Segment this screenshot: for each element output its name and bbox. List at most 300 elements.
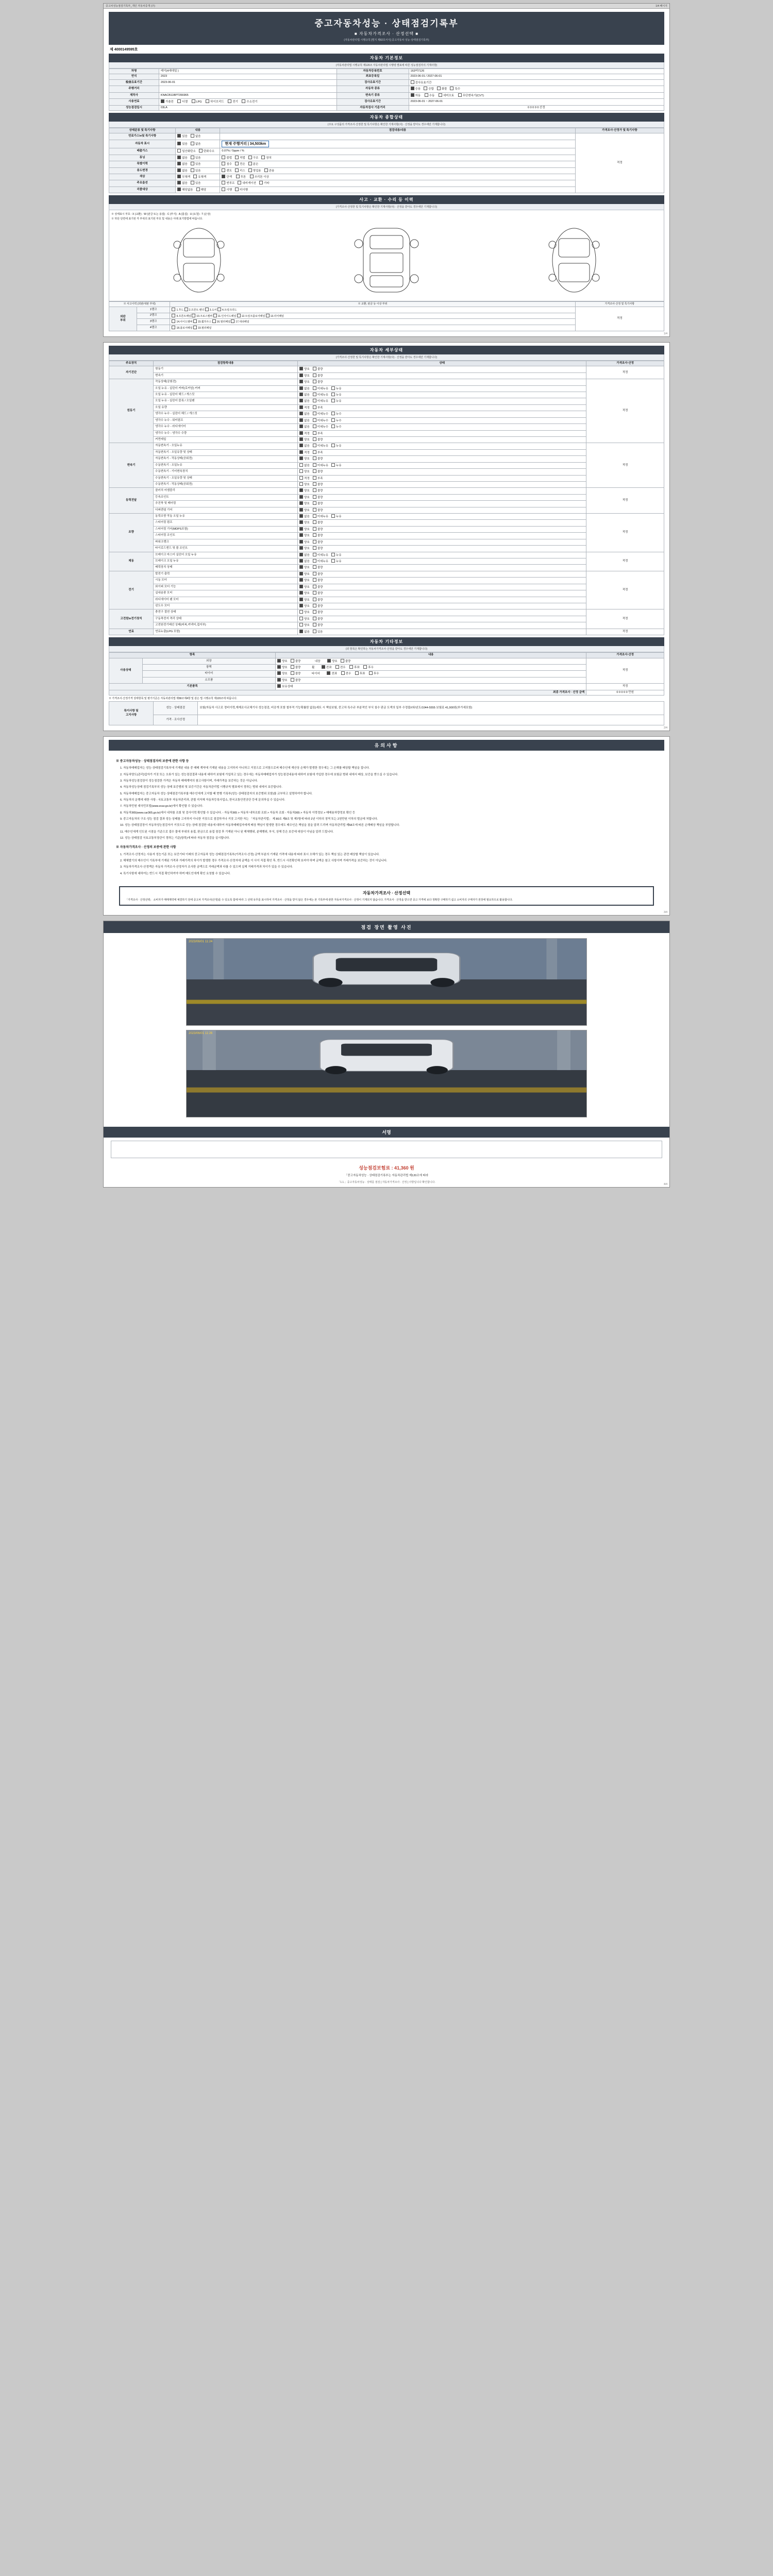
detail-item: 등속조인트 [154,494,298,500]
rank-item[interactable]: 4.트렁크리드 [217,309,237,312]
accident-diagram-box [109,210,664,301]
col-header: 상태 [298,361,586,366]
inspection-period-cell: 검사유효기간 [409,79,664,86]
detail-item: 브레이크 마스터 실린더 오일 누유 [154,552,298,558]
photo-1-content [187,939,586,1025]
overall-row-cat: 주요옵션 [109,180,176,187]
doc-subtitle: ■ 자동차가격조사 · 산정선택 ■ [354,31,419,36]
detail-opts: 없음 미세누유 누유 [298,462,586,468]
etc-table [109,652,664,696]
basic-items-label: 기본품목 [109,684,276,690]
etc-right-value: 적정 [586,658,664,684]
row-value-2: 0 0 0 0 0 산정 [409,105,664,110]
detail-opts: 양호 불량 [298,481,586,487]
overall-row-cat: 용도변경 [109,167,176,174]
detail-opts: 없음 미세누수 누수 [298,424,586,430]
detail-item: 오일 누유 - 실린더 헤드 / 개스킷 [154,392,298,398]
car-top-diagram [335,224,438,296]
detail-item: 파워크랭크 [154,539,298,545]
overall-row-opts: 무채색 유채색 [176,174,220,180]
overall-right-note: 적정 [575,133,664,193]
detail-opts: 없음 미세누수 누수 [298,417,586,423]
window-left-tag: 중고차성능점검기록부_개인 자동차중개 (주) [106,5,155,8]
section-basic-bar: 자동차 기본정보 [109,54,664,62]
row-label: 차명 [109,69,159,74]
detail-opts: 없음 미세누유 누유 [298,385,586,392]
detail-item: 오일 누유 - 실린더 커버(로커암) 커버 [154,385,298,392]
detail-right: 적정 [586,488,664,514]
remarks-table [109,701,664,725]
accident-group-label: 외판 부위 [109,307,137,331]
declaration-body: 「가격조사 · 산정선택」 소비자가 매매계약에 체결하기 전에 중고차 가격조사(산정)를 수 있도록 함에 따라 그 선택 유무를 표시하여 가격조사 · 산정을 받지 않은 경우에는 본 기록부에 관한 자동차가격조사 · 산정이 기재되지 않습니다. 가격조사 · 산정을 받으면 중고 가격에 보다 정확한 구매하기 쉽고 소비자의 구매자가 권장에 필요하므로 활용합니다. [125,898,513,902]
detail-opts: 없음 미세누유 누유 [298,443,586,449]
overall-row-cat: 리콜대상 [109,187,176,193]
notice-item: 12. 성능·상태점검 국토교통부장관이 정하는 기준(항목)에 따라 자동차 점검을 실시합니다. [120,837,230,840]
row-value: 03LA [159,105,337,110]
detail-item: 발전기 출력 [154,571,298,577]
notice-item: 8. 자동차365(www.car365.go.kr)에서 내차를 조회 및 검사이력 확인할 수 있습니다. - 자동차365 > 자동차 내차조회 조회 > 자동차 조회 - 자동차365 > 자동차 이력정보 > 매매용차량정보 확인 등 [120,811,356,815]
col-header: 내용 [176,128,220,133]
detail-item: 냉각수 누수 - 냉각수 수량 [154,430,298,436]
notice-item-2: 1. 가격조사·산정자는 사용자 성능기준 또는 보증기타 이래의 중고자동차 성능·상태점검기록부(가격조사·산정) 금액 부분의 기재된 가격에 내용에 따라 표시 오해가 있는 경우 책임 있는 관련 배상할 책임이 있습니다. [120,853,380,856]
photo-section-head: 점검 장면 촬영 사진 [104,921,669,933]
basic-items-opts [276,684,586,690]
detail-opts: 양호 불량 [298,488,586,494]
sheet-corner-tag: 1/4 [664,332,667,335]
row-value-2: 2023-06-01 / 2027-06-01 [409,74,664,79]
detail-right: 적정 [586,552,664,571]
price-label: 최종 가격조사 · 산정 금액 [109,690,586,695]
rank-item[interactable]: 16.필러패널 [212,320,230,324]
doc-header [109,12,664,45]
detail-right: 적정 [586,366,664,379]
detail-opts: 없음 미세누유 누유 [298,558,586,565]
rank-label: 3랭크 [137,319,170,325]
detail-item: 클러치 어셈블리 [154,488,298,494]
fee-line: 성능점검보험료 : 41,360 원 [359,1165,414,1171]
detail-right: 적정 [586,571,664,609]
rank-label: 1랭크 [137,307,170,313]
overall-row-opts: 해당없음 해당 [176,187,220,193]
detail-item: 타이로드엔드 및 볼 조인트 [154,546,298,552]
overall-row-extra: 침수 전손 분손 [220,161,575,167]
detail-opts: 양호 불량 [298,372,586,379]
detail-opts: 양호 불량 [298,603,586,609]
detail-item: 수동변속기 - 오일누유 [154,462,298,468]
photo-timestamp: 2023/06/01 11:26 [189,1031,213,1035]
section-basic-note: (자동차관리법 시행규칙 제120조 자동차관리법 시행령 별표에 따른 성능점검자의 기재사항) [109,62,664,69]
fuel-option[interactable]: LPG [192,99,202,104]
section-overall-bar: 자동차 종합상태 [109,113,664,122]
overall-row-opts: 없음 있음 [176,167,220,174]
declaration-box [119,886,654,906]
section-etc-bar: 자동차 기타정보 [109,637,664,646]
detail-opts: 양호 불량 [298,456,586,462]
etc-group-label: 사용상태 [109,658,143,684]
rank-items [170,319,575,325]
row-value [159,86,337,92]
notice-item: 3. 자동차성능점검장이 성능점검한 가격은 자동차 매매계약의 참고사항이며, 거래가격을 보증하는 것은 아닙니다. [120,779,258,783]
col-header: 상태분류 및 특기사항 [109,128,176,133]
detail-opts: 양호 불량 [298,578,586,584]
detail-item: 실내송풍 모터 [154,590,298,597]
overall-row-extra: 0.07% / 5ppm / % [220,148,575,155]
row-label-2: 변속기 종류 [337,92,409,98]
accident-right-value: 적정 [575,307,664,331]
detail-opts: 양호 불량 [298,379,586,385]
signature-area [104,1138,669,1161]
overall-row-extra [220,174,575,180]
notice-item: 2. 자동차양도(관리)업자가 거짓 또는 오류가 있는 성능점검결과 내용에 대하여 보험에 가입하고 있는 경우에는 자동차매매업자가 성능점검내용에 대하여 보험에 가입한 경우에 보험금 범위 내에서 배상, 보증을 받으실 수 있습니다. [120,773,398,776]
detail-item: 원동기 [154,366,298,372]
inspection-photo-2 [186,1030,587,1117]
notice-body [109,751,664,882]
detail-opts: 양호 불량 [298,609,586,616]
overall-row-extra: 썬루프 내비게이션 기타 [220,180,575,187]
rank-item[interactable]: 19.필러패널 [193,327,211,330]
detail-opts: 양호 불량 [298,501,586,507]
row-label-2: 검사유효기간 [337,99,409,105]
detail-item: 스티어링 조인트 [154,533,298,539]
group-label: 변속기 [109,443,154,488]
inspection-photo-1 [186,938,587,1026]
rank-item[interactable]: 10.크로스멤버 [192,315,212,318]
wheel-pos[interactable]: 후우 [363,665,374,670]
detail-item: 자동변속기 - 오일유량 및 상태 [154,449,298,455]
col-header: 주요장치 [109,361,154,366]
etc-row-opts: 양호 불량 휠 전좌 전우 후좌 후우 [276,664,586,670]
detail-opts: 양호 불량 [298,584,586,590]
overall-row-opts: 없음 있음 [176,155,220,161]
accident-right-label: 가격조사·산정 및 특기사항 [575,302,664,307]
window-topbar [104,4,669,9]
section-accident-note: (가격조사·산정한 및 특기사항은 확인한 기재사항(사) · 산정을 받아도 경우에만 기재합니다) [109,204,664,210]
photo-2-content [187,1030,586,1117]
notice-item-2: 2. 해체발기의 매수인이 기록부에 기재된 가격과 거래가격의 차이가 발생한 경우 가격조사·산정자에 금액을 이 사이 직접 확인 후, 반드시 사전확인해 보셔야 하며 금액은 참고 사항이며 거래가격을 보증하는 것이 아닙니다. [120,859,388,862]
remarks-row2-text [198,715,664,725]
car-rear-diagram [535,224,613,296]
tire-label: 타이어 [311,672,320,676]
detail-opts: 없음 미세누유 누유 [298,514,586,520]
tire-pos[interactable]: 전좌 [327,671,337,676]
notice-item: 10. 성능·상태점검장이 자동차성능점검자가 거짓으로 성능·상태 점검한 내용에 대하여 자동차매매업자에게 배상 책임이 발생한 경우에도 매수인은 책임을 짐을 알려 드리며 자동차관리법 제58조에 따른 손해배상 책임을 부담합니다. [120,824,400,827]
overall-row-cat: 튜닝 [109,155,176,161]
row-label-2: 자동차등록번호 [337,69,409,74]
detail-opts: 양호 불량 [298,494,586,500]
detail-opts: 양호 불량 [298,571,586,577]
detail-item: 스티어링 기어(MDPS포함) [154,526,298,532]
detail-item: 자동변속기 - 오일누유 [154,443,298,449]
rank-item[interactable]: 9.프론트패널 [172,315,191,318]
detail-opts: 없음 미세누수 누수 [298,411,586,417]
basic-item[interactable]: 보유상태 [277,684,293,689]
photo-area [104,933,669,1127]
accident-inner-title: ※ 교환, 판금 등 이상 부위 [170,302,575,307]
sheet-2 [103,342,670,731]
overall-row-opts: 일산화탄소 탄화수소 [176,148,220,155]
overall-state-table [109,128,664,193]
detail-opts: 양호 불량 [298,597,586,603]
detail-opts: 양호 불량 [298,520,586,526]
document-number: 제 4000149595호 [110,48,138,52]
rank-label: 4랭크 [137,325,170,331]
declaration-title: 자동차가격조사 · 산정선택 [362,890,411,895]
detail-opts: 적정 부족 [298,449,586,455]
transmission-option[interactable]: 수동 [425,93,435,98]
rank-item[interactable]: 2.프론트 펜더 [184,309,205,312]
col-header: 점검항목내용 [154,361,298,366]
etc-row-label: 소모품 [142,677,275,683]
wheel-pos[interactable]: 전좌 [322,665,332,670]
tire-pos[interactable]: 전우 [341,671,351,676]
sheet-1 [103,3,670,337]
tire-pos[interactable]: 후좌 [355,671,365,676]
fuel-option[interactable]: 하이브리드 [206,99,224,104]
col-header: 가격조사·산정가 및 특기사항 [575,128,664,133]
rank-item[interactable]: 3.도어 [205,309,217,312]
detail-right: 적정 [586,379,664,443]
row-value-2: 2023-06-01 ~ 2027-06-01 [409,99,664,105]
detail-opts: 없음 미세누유 누유 [298,552,586,558]
rank-label: 2랭크 [137,313,170,319]
detail-item: 와이퍼 모터 기능 [154,584,298,590]
sheet-corner-tag: 4/4 [664,1182,667,1186]
notice-title: 유의사항 [109,740,664,751]
detail-opts: 양호 불량 [298,526,586,532]
detail-item: 냉각수 누수 - 라디에이터 [154,424,298,430]
detail-opts: 양호 불량 [298,565,586,571]
col-header: 가격조사·산정 [586,361,664,366]
section-accident-bar: 사고 · 교환 · 수리 등 이력 [109,195,664,204]
detail-opts: 적정 부족 [298,430,586,436]
diagram-legend-1: ※ 상태표시 부호 : X (교환) · W (판금 또는 용접) · C (부식) · A (흠집) · U (요철) · T (손상) [111,213,211,216]
group-label: 조향 [109,514,154,552]
notice-item: 5. 자동차매매업자는 중고자동차 성능·상태점검기록부를 매수인에게 고지할 때 현행 기록부(성능·상태점검자의 보증범위 포함)를 교부하고 설명하여야 합니다. [120,792,313,795]
overall-row-extra [220,133,575,140]
notice-item: 7. 자동차민원 대국민포털(www.ecar.go.kr)에서 확인할 수 있습니다. [120,805,203,808]
price-value: 0 0 0 0 0 만원 [586,690,664,695]
notice-item: 11. 매수인에게 인도된 시점을 기준으로 접수 물에 부위의 용접, 판금으로 용접 점검 후 기재된 아니 된 해체행위, 분해행위, 부식, 상해 등은 보증에 대상이 아님을 알려 드립니다. [120,830,334,834]
photo-timestamp: 2023/06/01 11:24 [189,940,213,943]
etc-row-label-2: 내장 [314,659,321,663]
detail-item: 커먼레일 [154,437,298,443]
detail-item: 변속기 [154,372,298,379]
color-option[interactable]: 단색 [222,175,232,179]
overall-row-opts: 있음 없음 [176,140,220,148]
etc-row-opts: 양호 불량 타이어 전좌 전우 후좌 후우 [276,671,586,677]
group-label: 동력전달 [109,488,154,514]
notice-item-2: 3. 자동차가격조사·산정액은 자동차 가격조사·산정자가 조사한 금액으로 거래금액과 다를 수 있으며 실제 거래가격과 차이가 있을 수 있습니다. [120,866,293,869]
row-label-2: 자동차검사 기준거리 [337,105,409,110]
detail-opts: 양호 불량 [298,539,586,545]
wheel-pos[interactable]: 전우 [335,665,346,670]
row-label-2: 검사유효기간 [337,79,409,86]
detail-item: 스티어링 펌프 [154,520,298,526]
detail-right: 적정 [586,443,664,488]
doc-subnote: (자동차관리법 시행규칙 [별지 제82호서식] 중고자동차 성능·상태점검기록부) [344,39,429,42]
transmission-option[interactable]: 자동 [411,93,421,98]
notice-subtitle-2: ※ 자동차가격조사 · 산정의 보증에 관한 사항 [116,846,176,850]
group-label: 연료 [109,629,154,635]
detail-right: 적정 [586,609,664,629]
detail-item: 작동상태(공회전) [154,379,298,385]
col-header: 항목 [109,653,276,658]
row-value: 레이(4세대일 ) [159,69,337,74]
color-option[interactable]: 투톤 [236,175,246,179]
row-value: 2023-06-01 [159,79,337,86]
detail-item: 냉각수 누수 - 실린더 헤드 / 개스킷 [154,411,298,417]
car-diagrams [111,222,662,299]
transmission-cell [409,92,664,98]
overall-row-extra: 렌트 리스 영업용 관용 [220,167,575,174]
row-label: 检查유효기간 [109,79,159,86]
detail-item: 오일 누유 - 실린더 블록 / 오일팬 [154,398,298,404]
footer-line-1: 「중고자동차성능 · 상태점검기록부는 자동차관리법 제120조에 따라 [344,1174,429,1177]
detail-item: 브레이크 오일 누유 [154,558,298,565]
row-value: 2023 [159,74,337,79]
accident-bottom-left-title: ※ 사고이력 (외판/내판 부위) [109,302,170,307]
fuel-option[interactable]: 수소전기 [242,99,257,104]
notice-item: 4. 자동차성능상태 점검기록부의 성능·상태 보증범위 및 보증기간은 자동차관리법 시행규칙 별표에서 정하는 범위 내에서 보증합니다. [120,786,282,789]
detail-item: 추진축 및 베어링 [154,501,298,507]
detail-opts: 적정 부족 [298,475,586,481]
rank-item[interactable]: 14.사이드멤버 [172,320,192,324]
etc-row-opts: 양호 불량 [276,677,586,683]
detail-item: 수동변속기 - 기어변속장치 [154,469,298,475]
detail-opts: 없음 있음 [298,629,586,635]
detail-item: 윈도우 모터 [154,603,298,609]
transmission-option[interactable]: 세미오토 [439,93,454,98]
color-option[interactable]: 쓰리톤 이상 [250,175,269,179]
detail-opts: 양호 불량 [298,622,586,629]
detail-item: 디퍼렌셜 기어 [154,507,298,513]
rank-item[interactable]: 12.트렁크플로어패널 [237,315,265,318]
etc-row-opts: 양호 불량 내장 양호 불량 [276,658,586,664]
doc-title: 중고자동차성능 · 상태점검기록부 [314,19,459,28]
detail-item: 라디에이터 팬 모터 [154,597,298,603]
overall-row-opts: 있음 없음 [176,133,220,140]
detail-item: 배력장치 상태 [154,565,298,571]
signature-head: 서명 [104,1127,669,1138]
accident-rank-table [109,301,664,331]
detail-opts: 적정 부족 [298,404,586,411]
overall-row-cat: 배출가스 [109,148,176,155]
section-detail-bar: 자동차 세부상태 [109,346,664,354]
col-header: 내용 [276,653,586,658]
group-label: 자기진단 [109,366,154,379]
detail-opts: 양호 불량 [298,616,586,622]
notice-item: 9. 중고자동차의 구조·성능 점검 결과 성능·상태를 고지하지 아니한 거짓으로 점검하거나 거짓 고지한 자는 「자동차관리법」 제 80조 제8조 및 제7항에 따라 2년 이하의 징역 또는 2천만원 이하의 벌금에 처합니다. [120,817,378,821]
signature-box[interactable] [111,1141,662,1158]
footer-line-2: 「1.1.」중고자동차성능 · 상태를 점검 [ 자동차가격조사 · 산정 ] 사항입니다 확인합니다. [338,1180,435,1184]
detail-item: 시동 모터 [154,578,298,584]
group-label: 제동 [109,552,154,571]
detail-opts: 양호 불량 [298,546,586,552]
detail-opts: 양호 불량 [298,469,586,475]
notice-item-2: 4. 특기사항에 대하여는 반드시 직접 확인하여야 하며 매도인에게 확인 요청할 수 있습니다. [120,872,231,875]
overall-row-cat: 특별이력 [109,161,176,167]
etc-right-value: 적정 [586,684,664,690]
rank-item[interactable]: 13.리어패널 [266,315,284,318]
notice-item: 6. 자동차의 운행에 대한 사항 : 국토교통부 자동차관리과, 관할 지자체 자동차등록사업소, 한국교통안전공단 등에 문의하실 수 있습니다. [120,798,285,802]
fuel-cell [159,99,337,105]
wheel-label: 휠 [311,666,315,669]
car-front-diagram [160,224,238,296]
diagram-legend-2: ※ 하단 단면에 표기된 각 부위의 표기된 부호 및 내용은 아래 표기방법에 따릅니다. [111,217,203,221]
document-page [0,0,773,1203]
rank-item[interactable]: 18.플로어패널 [172,327,192,330]
window-right-tag: 1/4 페이지 [656,5,667,8]
odometer-value: 현재 주행거리 | 34,503km [222,141,269,147]
row-label: 주행거리 [109,86,159,92]
rank-item[interactable]: 1.후드 [172,309,183,312]
detail-item: 자동변속기 - 작동상태(공회전) [154,456,298,462]
wheel-pos[interactable]: 후좌 [349,665,360,670]
remarks-row2-label: 가격 · 조사산정 [154,715,198,725]
sheet-corner-tag: 2/4 [664,726,667,730]
overall-row-extra: 이행 미이행 [220,187,575,193]
remarks-title: 특이사항 및 고지사항 [109,702,154,725]
group-label: 원동기 [109,379,154,443]
detail-opts: 양호 불량 [298,507,586,513]
tire-pos[interactable]: 후우 [369,671,379,676]
vehicle-type-cell: 승용 승합 화물 특수 [409,86,664,92]
etc-row-label: 외장 [142,658,275,664]
row-label: 제작사 [109,92,159,98]
section-overall-note: (주요 구성품의 가격조사·산정한 및 특기사항은 확인한 기재사항(사) · 산정을 받아도 경우에만 기재합니다) [109,122,664,128]
remarks-row1-label: 성능 · 상태점검 [154,702,198,715]
rank-item[interactable]: 17.대쉬패널 [231,320,249,324]
overall-row-cat: 연료가스\n및 특기사항 [109,133,176,140]
etc-row-label: 광택 [142,664,275,670]
row-label: 연식 [109,74,159,79]
detail-opts: 없음 미세누유 누유 [298,398,586,404]
overall-row-extra [220,140,575,148]
rank-item[interactable]: 15.휠하우스 [193,320,211,324]
sheet-3 [103,736,670,916]
notice-item: 1. 자동차매매업자는 성능·상태점검기록부에 기재된 내용 중 매매 계약에 기재된 내용을 고지하지 아니하고 거짓으로 고지함으로써 매수인에 재산상 손해가 발생한 경우에는 그 손해를 배상할 책임을 집니다. [120,767,370,770]
detail-item: 냉각수 누수 - 워터펌프 [154,417,298,423]
group-label: 전기 [109,571,154,609]
detail-item: 충전구 절연 상태 [154,609,298,616]
group-label: 고전원\n전기장치 [109,609,154,629]
detail-item: 고전원전기배선 상태(피복,커넥터,접지부) [154,622,298,629]
overall-row-cat: 색상 [109,174,176,180]
detail-item: 연료누출(LPG 포함) [154,629,298,635]
section-detail-note: (가격조사·산정한 및 특기사항은 확인한 기재사항(사) · 산정을 받아도 경우에만 기재합니다) [109,354,664,361]
row-label: 성능점검일시 [109,105,159,110]
sheet-4 [103,921,670,1188]
row-value-2: 163머7126 [409,69,664,74]
fuel-option[interactable]: 가솔린 [161,99,174,104]
overall-row-opts: 없음 있음 [176,180,220,187]
detail-item: 구동축전지 격리 상태 [154,616,298,622]
transmission-option[interactable]: 무단변속기(CVT) [458,93,484,98]
detail-opts: 양호 불량 [298,366,586,372]
section-etc-note: (외 항목은 확인하는 자동차가격조사·산정을 받아도 경우에만 기재합니다) [109,646,664,652]
remarks-row1-text: 보험(자동차 사고로 정비이력,재제조사교체기사 성능점검, 비공개 포함 철부적 기능확률한 없음)세트 시 책임보험, 중고차 특수규 부분적인 부식 침수 판금 도색의 일부 수정불//외/년도/1044-5555 보험료 41,900원(부가세포함) [198,702,664,715]
overall-row-opts: 없음 있음 [176,161,220,167]
row-label: 사용연료 [109,99,159,105]
rank-items [170,313,575,319]
fuel-option[interactable]: 전기 [228,99,238,104]
row-label-2: 자동차 종류 [337,86,409,92]
detail-right: 적정 [586,514,664,552]
sheet-corner-tag: 3/4 [664,910,667,914]
rank-item[interactable]: 11.인사이드패널 [213,315,237,318]
rank-items [170,325,575,331]
fuel-option[interactable]: 디젤 [177,99,188,104]
